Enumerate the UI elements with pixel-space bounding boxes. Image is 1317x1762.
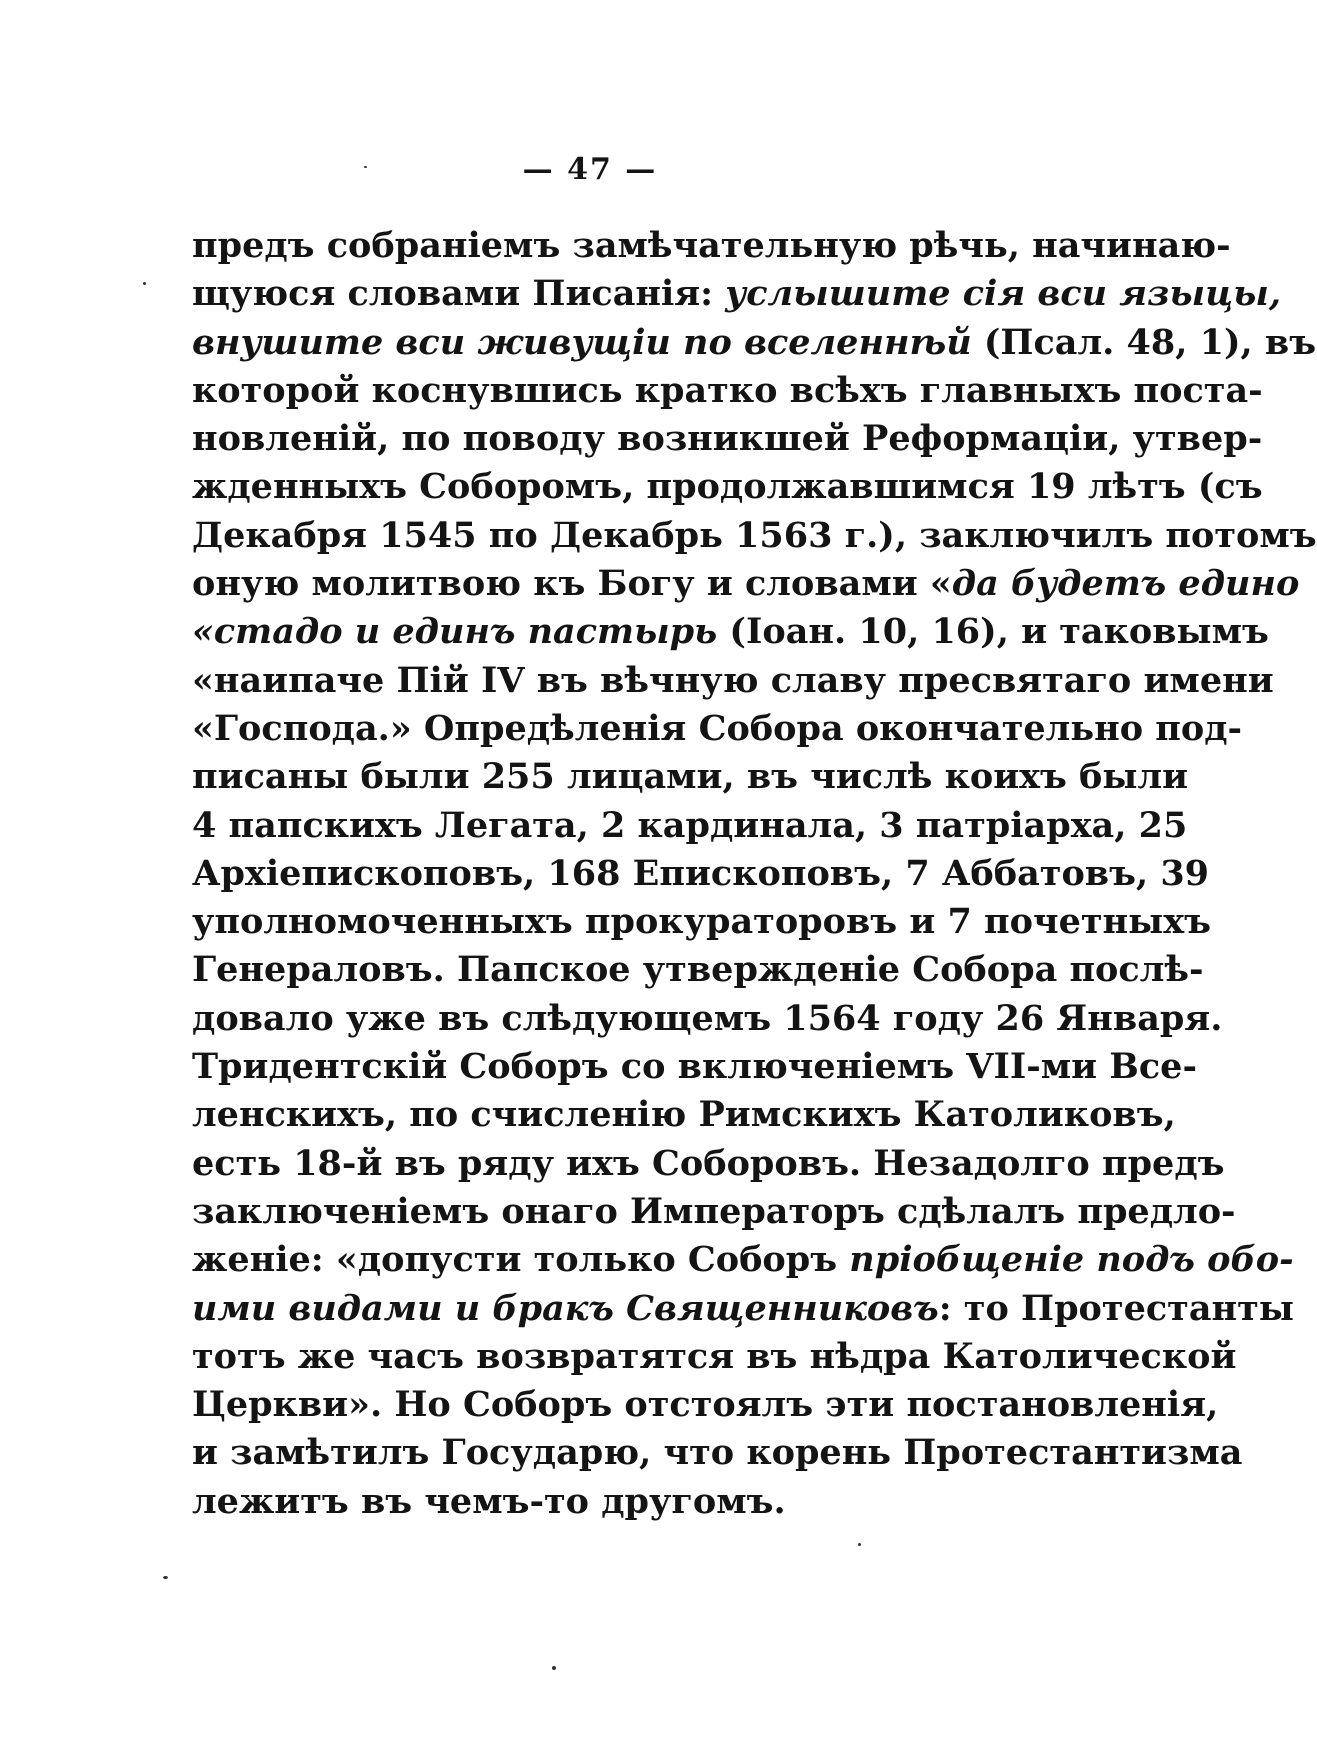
text-segment: Церкви». Но Соборъ отстоялъ эти постановленія, [192, 1384, 1219, 1426]
text-segment: Генераловъ. Папское утвержденіе Собора послѣ- [192, 949, 1204, 991]
text-line [192, 995, 1223, 1043]
text-line [192, 415, 1263, 463]
italic-quote: да будетъ едино [951, 563, 1300, 605]
scan-speck [858, 1543, 861, 1546]
scan-speck [163, 1576, 168, 1579]
text-line [192, 319, 1317, 367]
text-segment: женіе: «допусти только Соборъ [192, 1239, 850, 1281]
text-line [192, 608, 1269, 656]
text-segment: (Іоан. 10, 16), и таковымъ [717, 611, 1269, 653]
italic-quote: «стадо и единъ пастырь [192, 611, 718, 653]
italic-quote: внушите вси живущіи по вселеннѣй [192, 321, 972, 363]
text-line [192, 1188, 1236, 1236]
text-segment: ленскихъ, по счисленію Римскихъ Католиковъ, [192, 1094, 1176, 1136]
scan-speck [143, 282, 146, 285]
text-segment: щуюся словами Писанія: [192, 273, 726, 315]
text-segment: предъ собраніемъ замѣчательную рѣчь, начинаю- [192, 225, 1231, 266]
text-line [192, 753, 1189, 801]
page-number: — 47 — [522, 152, 658, 187]
text-line [192, 1236, 1294, 1284]
text-line [192, 1478, 990, 1526]
text-segment: и замѣтилъ Государю, что корень Протестантизма [192, 1432, 1243, 1474]
scan-speck [364, 166, 367, 168]
text-segment: писаны были 255 лицами, въ числѣ коихъ были [192, 756, 1189, 798]
text-segment: которой коснувшись кратко всѣхъ главныхъ поста- [192, 369, 1263, 411]
text-line [192, 1043, 1197, 1091]
text-segment: : то Протестанты [938, 1287, 1294, 1329]
text-segment: «наипаче Пій IV въ вѣчную славу пресвятаго имени [192, 659, 1274, 701]
text-segment: Архіепископовъ, 168 Епископовъ, 7 Аббатовъ, 39 [192, 852, 1210, 894]
text-line [192, 946, 1204, 994]
text-segment: уполномоченныхъ прокураторовъ и 7 почетныхъ [192, 901, 1211, 943]
text-line [192, 705, 1243, 753]
text-segment: заключеніемъ онаго Императоръ сдѣлалъ предло- [192, 1190, 1236, 1232]
italic-quote: услышите сія вси языцы, [725, 273, 1282, 315]
text-line [192, 463, 1263, 511]
text-line [192, 270, 1282, 318]
text-line [192, 802, 1188, 850]
text-line [192, 1140, 1225, 1188]
text-segment: есть 18-й въ ряду ихъ Соборовъ. Незадолго предъ [192, 1142, 1225, 1184]
text-segment: новленій, по поводу возникшей Реформаціи, утвер- [192, 418, 1263, 460]
text-line [192, 1333, 1237, 1381]
text-segment: (Псал. 48, 1), въ [971, 321, 1317, 363]
text-segment: тотъ же часъ возвратятся въ нѣдра Католической [192, 1335, 1237, 1377]
text-segment: Декабря 1545 по Декабрь 1563 г.), заключилъ потомъ [192, 514, 1317, 556]
text-segment: 4 папскихъ Легата, 2 кардинала, 3 патріарха, 25 [192, 804, 1188, 846]
text-line [192, 1429, 1243, 1477]
text-line [192, 1381, 1219, 1429]
text-line [192, 850, 1210, 898]
text-segment: лежитъ въ чемъ-то другомъ. [192, 1480, 786, 1522]
italic-quote: ими видами и бракъ Священниковъ [192, 1287, 939, 1329]
italic-quote: пріобщеніе подъ обо- [849, 1239, 1294, 1281]
text-line [192, 560, 1300, 608]
text-line [192, 222, 1231, 270]
text-segment: довало уже въ слѣдующемъ 1564 году 26 Января. [192, 997, 1223, 1039]
text-line [192, 898, 1211, 946]
text-segment: оную молитвою къ Богу и словами « [192, 563, 952, 605]
text-line [192, 512, 1317, 560]
scan-speck [552, 1666, 556, 1670]
text-line [192, 367, 1263, 415]
body-text [192, 222, 1317, 1526]
text-line [192, 1091, 1176, 1139]
text-line [192, 657, 1274, 705]
text-segment: «Господа.» Опредѣленія Собора окончательно под- [192, 707, 1243, 749]
text-segment: Тридентскій Соборъ со включеніемъ VII-ми Все- [192, 1046, 1197, 1088]
text-line [192, 1285, 1294, 1333]
text-segment: жденныхъ Соборомъ, продолжавшимся 19 лѣтъ (съ [192, 466, 1263, 508]
